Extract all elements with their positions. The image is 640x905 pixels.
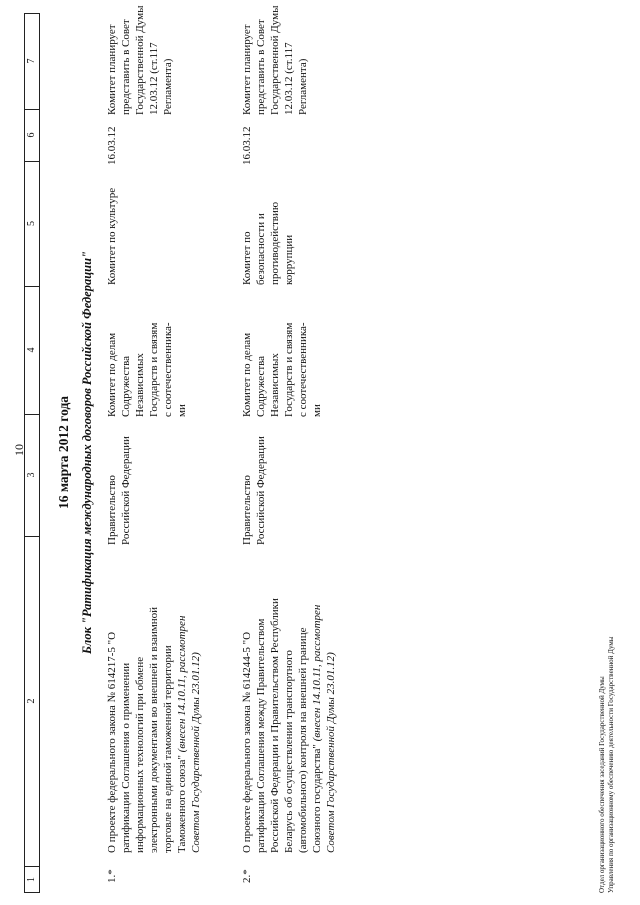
column-header-2: 2 [25,536,39,867]
block-heading: Блок "Ратификация международных договоров Российской Федерации" [80,251,94,655]
bill-title: О проекте федерального закона № 614244-5 "О ратификации Соглашения между Правительством Российской Федерации и Правительством Республики Беларусь об осуществлении транспортного (автомобильного) контроля на внешней границе Союзного государства" [241,598,323,853]
row-note: Комитет планирует представить в Совет Государственной Думы 12.03.12 (ст.117 Регламента) [241,5,309,115]
row-note: Комитет планирует представить в Совет Государственной Думы 12.03.12 (ст.117 Регламента) [106,5,174,115]
footer-line-2: Управления по организационному обеспечению деятельности Государственной Думы [607,636,615,893]
footer-line-1: Отдел организационного обеспечения заседаний Государственной Думы [598,676,606,893]
co-executor-committee: Комитет по безопасности и противодействию коррупции [241,201,295,285]
bill-status-note: (внесен 14.10.11, рассмотрен Советом Государственной Думы 23.01.12) [311,604,337,853]
session-date-heading: 16 марта 2012 года [56,395,71,510]
column-header-5: 5 [25,161,39,287]
bill-title: О проекте федерального закона № 614217-5 "О ратификации Соглашения о применении информационных технологий при обмене электронными документами во внешней и взаимной торговле на единой таможенной территории Таможенного союза" [106,607,188,853]
row-number: 2.* [241,869,253,883]
column-header-row [24,13,40,893]
consideration-date: 16.03.12 [241,126,253,165]
page-number: 10 [12,444,26,456]
responsible-committee: Комитет по делам Содружества Независимых Государств и связям с соотечественника-ми [241,322,323,417]
column-header-6: 6 [25,109,39,162]
bill-status-note: (внесен 14.10.11, рассмотрен Советом Государственной Думы 23.01.12) [176,615,202,853]
bill-initiator: Правительство Российской Федерации [106,436,132,545]
column-header-7: 7 [25,13,39,110]
footer [598,637,616,893]
bill-initiator: Правительство Российской Федерации [241,436,267,545]
row-number: 1.* [106,869,118,883]
column-header-3: 3 [25,414,39,537]
bill-subject [105,591,203,853]
co-executor-committee: Комитет по культуре [106,187,118,285]
column-header-4: 4 [25,286,39,415]
consideration-date: 16.03.12 [106,126,118,165]
column-header-1: 1 [26,877,37,882]
bill-subject [240,591,338,853]
responsible-committee: Комитет по делам Содружества Независимых Государств и связям с соотечественника-ми [106,322,188,417]
